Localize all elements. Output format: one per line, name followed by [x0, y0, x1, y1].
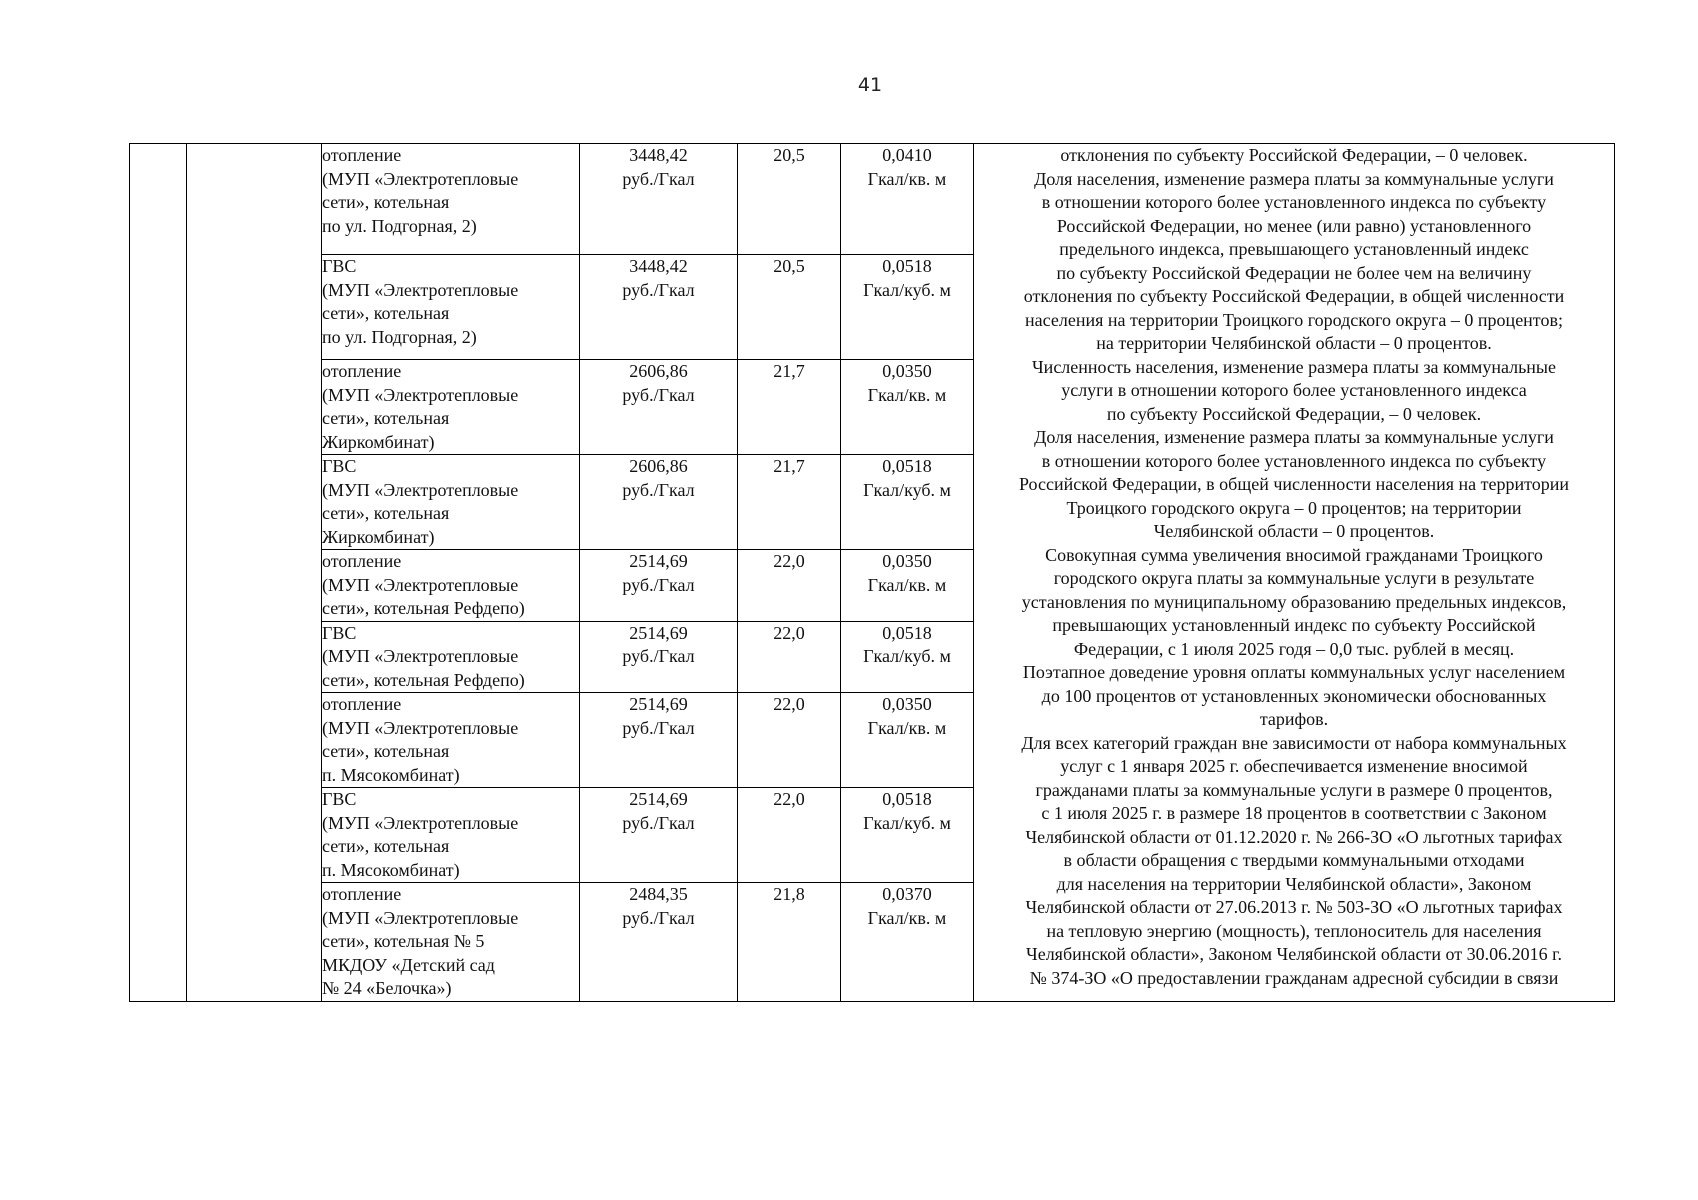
growth-cell [738, 255, 841, 360]
service-cell [322, 788, 580, 883]
growth-value: 21,8 [773, 884, 805, 904]
notes-line: тарифов. [1259, 709, 1329, 729]
notes-line: Совокупная сумма увеличения вносимой гражданами Троицкого [1045, 544, 1543, 565]
tariff-value: 3448,42 [629, 145, 688, 165]
service-cell [322, 693, 580, 788]
service-line: сети», котельная [322, 503, 450, 523]
growth-value: 21,7 [773, 456, 805, 476]
service-cell [322, 360, 580, 455]
service-line: сети», котельная № 5 [322, 931, 485, 951]
norm-cell [841, 883, 974, 1002]
notes-line: с 1 июля 2025 г. в размере 18 процентов в соответствии с Законом [1041, 803, 1547, 823]
service-line: сети», котельная [322, 303, 450, 323]
norm-unit: Гкал/кв. м [867, 907, 947, 928]
service-line: (МУП «Электротепловые [322, 907, 519, 928]
notes-line: в отношении которого более установленного индекса по субъекту [1041, 192, 1547, 212]
page-number: 41 [857, 74, 883, 96]
service-line: ГВС [322, 256, 357, 276]
service-line: сети», котельная [322, 192, 450, 212]
tariff-value: 2484,35 [629, 884, 688, 904]
norm-value: 0,0350 [882, 694, 932, 714]
notes-line: установления по муниципальному образованию предельных индексов, [1021, 591, 1567, 612]
growth-value: 22,0 [773, 551, 805, 571]
growth-cell [738, 621, 841, 693]
growth-cell [738, 693, 841, 788]
notes-cell [974, 144, 1615, 1002]
tariff-unit: руб./Гкал [622, 168, 695, 189]
service-line: сети», котельная [322, 741, 450, 761]
tariff-table-body [130, 144, 1615, 1002]
service-line: по ул. Подгорная, 2) [322, 215, 477, 236]
tariff-value: 2606,86 [629, 456, 688, 476]
norm-cell [841, 455, 974, 550]
tariff-cell [580, 788, 738, 883]
tariff-unit: руб./Гкал [622, 812, 695, 833]
norm-cell [841, 550, 974, 622]
tariff-unit: руб./Гкал [622, 279, 695, 300]
growth-value: 22,0 [773, 789, 805, 809]
notes-line: населения на территории Троицкого городского округа – 0 процентов; [1025, 309, 1563, 330]
notes-line: Троицкого городского округа – 0 процентов; на территории [1066, 497, 1522, 518]
notes-line: Доля населения, изменение размера платы за коммунальные услуги [1034, 427, 1554, 447]
norm-unit: Гкал/кв. м [867, 717, 947, 738]
norm-value: 0,0518 [882, 622, 932, 643]
growth-value: 20,5 [773, 256, 805, 276]
notes-line: в области обращения с твердыми коммунальными отходами [1063, 850, 1525, 870]
notes-line: предельного индекса, превышающего установленный индекс [1059, 239, 1529, 259]
service-line: ГВС [322, 622, 357, 643]
tariff-value: 2514,69 [629, 551, 688, 571]
notes-line: Российской Федерации, но менее (или равно) установленного [1056, 215, 1532, 236]
notes-line: Поэтапное доведение уровня оплаты коммунальных услуг населением [1022, 662, 1566, 682]
norm-unit: Гкал/куб. м [863, 279, 951, 300]
growth-cell [738, 360, 841, 455]
service-line: (МУП «Электротепловые [322, 717, 519, 738]
blank-cell-number [130, 144, 187, 1002]
notes-line: Российской Федерации, в общей численности населения на территории [1018, 474, 1570, 494]
service-line: п. Мясокомбинат) [322, 764, 460, 785]
tariff-cell [580, 255, 738, 360]
service-line: отопление [322, 694, 402, 714]
notes-line: услуг с 1 января 2025 г. обеспечивается изменение вносимой [1060, 756, 1528, 776]
notes-line: Челябинской области», Законом Челябинской области от 30.06.2016 г. [1026, 944, 1562, 964]
tariff-value: 3448,42 [629, 256, 688, 276]
service-line: отопление [322, 551, 402, 571]
norm-cell [841, 255, 974, 360]
service-line: (МУП «Электротепловые [322, 646, 519, 666]
service-line: ГВС [322, 456, 357, 476]
notes-line: Челябинской области от 27.06.2013 г. № 503-ЗО «О льготных тарифах [1025, 897, 1563, 917]
norm-cell [841, 788, 974, 883]
notes-line: на тепловую энергию (мощность), теплоноситель для населения [1046, 920, 1542, 941]
tariff-cell [580, 455, 738, 550]
service-line: по ул. Подгорная, 2) [322, 326, 477, 347]
notes-line: для населения на территории Челябинской области», Законом [1056, 873, 1532, 894]
notes-line: Федерации, с 1 июля 2025 годя – 0,0 тыс. рублей в месяц. [1073, 638, 1515, 659]
tariff-cell [580, 144, 738, 255]
norm-unit: Гкал/кв. м [867, 384, 947, 405]
tariff-cell [580, 550, 738, 622]
growth-cell [738, 550, 841, 622]
norm-value: 0,0410 [882, 145, 932, 165]
service-line: сети», котельная Рефдепо) [322, 598, 525, 618]
norm-value: 0,0518 [882, 456, 932, 476]
tariff-cell [580, 883, 738, 1002]
norm-unit: Гкал/куб. м [863, 812, 951, 833]
service-line: (МУП «Электротепловые [322, 168, 519, 189]
service-cell [322, 255, 580, 360]
service-cell [322, 455, 580, 550]
tariff-value: 2606,86 [629, 361, 688, 381]
service-line: сети», котельная [322, 836, 450, 856]
notes-line: Доля населения, изменение размера платы за коммунальные услуги [1034, 168, 1554, 189]
growth-value: 20,5 [773, 145, 805, 165]
growth-cell [738, 144, 841, 255]
growth-cell [738, 883, 841, 1002]
growth-cell [738, 788, 841, 883]
norm-value: 0,0350 [882, 361, 932, 381]
notes-line: по субъекту Российской Федерации не более чем на величину [1056, 262, 1532, 283]
service-line: (МУП «Электротепловые [322, 479, 519, 500]
norm-cell [841, 360, 974, 455]
notes-line: в отношении которого более установленного индекса по субъекту [1041, 450, 1547, 471]
notes-line: отклонения по субъекту Российской Федерации, в общей численности [1023, 286, 1565, 306]
notes-line: до 100 процентов от установленных экономически обоснованных [1041, 685, 1547, 706]
service-cell [322, 144, 580, 255]
notes-line: Численность населения, изменение размера платы за коммунальные [1031, 356, 1557, 377]
norm-value: 0,0518 [882, 256, 932, 276]
tariff-value: 2514,69 [629, 694, 688, 714]
service-line: ГВС [322, 789, 357, 809]
service-line: отопление [322, 145, 402, 165]
norm-unit: Гкал/куб. м [863, 479, 951, 500]
service-line: (МУП «Электротепловые [322, 279, 519, 300]
norm-value: 0,0518 [882, 789, 932, 809]
notes-line: Челябинской области – 0 процентов. [1153, 521, 1435, 541]
norm-cell [841, 693, 974, 788]
service-cell [322, 883, 580, 1002]
norm-unit: Гкал/кв. м [867, 168, 947, 189]
tariff-unit: руб./Гкал [622, 907, 695, 928]
growth-cell [738, 455, 841, 550]
notes-line: Для всех категорий граждан вне зависимости от набора коммунальных [1021, 732, 1567, 753]
tariff-unit: руб./Гкал [622, 574, 695, 595]
tariff-cell [580, 360, 738, 455]
service-line: (МУП «Электротепловые [322, 574, 519, 595]
notes-line: городского округа платы за коммунальные услуги в результате [1053, 568, 1535, 588]
notes-line: гражданами платы за коммунальные услуги в размере 0 процентов, [1035, 779, 1553, 800]
norm-cell [841, 621, 974, 693]
service-line: Жиркомбинат) [322, 526, 435, 547]
growth-value: 21,7 [773, 361, 805, 381]
norm-value: 0,0350 [882, 551, 932, 571]
growth-value: 22,0 [773, 622, 805, 643]
notes-line: № 374-ЗО «О предоставлении гражданам адресной субсидии в связи [1029, 967, 1559, 988]
tariff-cell [580, 621, 738, 693]
notes-line: отклонения по субъекту Российской Федерации, – 0 человек. [1060, 145, 1528, 165]
service-line: № 24 «Белочка») [322, 978, 452, 998]
service-line: отопление [322, 361, 402, 381]
tariff-unit: руб./Гкал [622, 479, 695, 500]
service-cell [322, 550, 580, 622]
service-line: (МУП «Электротепловые [322, 812, 519, 833]
notes-line: по субъекту Российской Федерации, – 0 человек. [1106, 403, 1482, 424]
blank-cell-municipality [187, 144, 322, 1002]
service-line: (МУП «Электротепловые [322, 384, 519, 405]
tariff-table [129, 143, 1615, 1002]
norm-unit: Гкал/куб. м [863, 646, 951, 666]
tariff-unit: руб./Гкал [622, 384, 695, 405]
notes-line: услуги в отношении которого более установленного индекса [1061, 380, 1527, 400]
service-line: отопление [322, 884, 402, 904]
norm-value: 0,0370 [882, 884, 932, 904]
tariff-value: 2514,69 [629, 789, 688, 809]
service-line: Жиркомбинат) [322, 431, 435, 452]
norm-cell [841, 144, 974, 255]
service-line: МКДОУ «Детский сад [322, 954, 495, 975]
norm-unit: Гкал/кв. м [867, 574, 947, 595]
tariff-unit: руб./Гкал [622, 717, 695, 738]
tariff-value: 2514,69 [629, 622, 688, 643]
table-row [130, 144, 1615, 255]
service-line: п. Мясокомбинат) [322, 859, 460, 880]
service-line: сети», котельная [322, 408, 450, 428]
service-cell [322, 621, 580, 693]
notes-line: на территории Челябинской области – 0 процентов. [1096, 333, 1492, 353]
notes-line: превышающих установленный индекс по субъекту Российской [1052, 615, 1536, 635]
growth-value: 22,0 [773, 694, 805, 714]
tariff-cell [580, 693, 738, 788]
service-line: сети», котельная Рефдепо) [322, 669, 525, 690]
tariff-unit: руб./Гкал [622, 646, 695, 666]
notes-line: Челябинской области от 01.12.2020 г. № 266-ЗО «О льготных тарифах [1025, 826, 1563, 847]
